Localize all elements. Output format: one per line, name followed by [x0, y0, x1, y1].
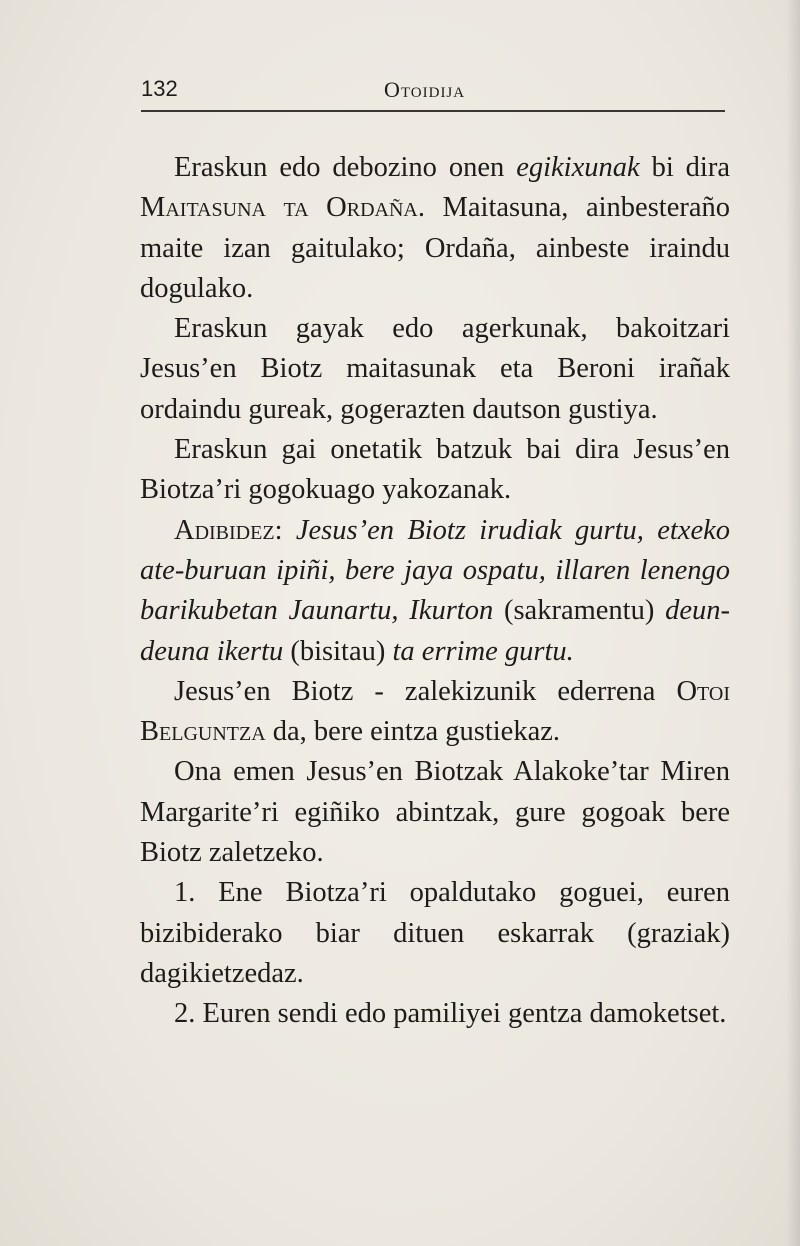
paragraph-text: . Maitasuna, ainbesteraño maite izan gaitulako; Ordaña, ainbeste iraindu dogulako.	[140, 192, 730, 304]
small-caps-term: Adibidez	[174, 514, 275, 546]
body-text	[140, 148, 730, 1035]
paragraph-text: 1. Ene Biotza’ri opaldutako goguei, euren bizibiderako biar dituen eskarrak (graziak) dagikietzedaz.	[140, 877, 730, 989]
paragraph-text: Eraskun gayak edo agerkunak, bakoitzari Jesus’en Biotz maitasunak eta Beroni irañak ordaindu gureak, gogerazten dautson gustiya.	[140, 313, 730, 425]
paragraph-text: bi dira	[639, 152, 730, 183]
italic-term: egikixunak	[516, 152, 640, 183]
paragraph-text: (sakramentu)	[493, 595, 666, 627]
numbered-paragraph	[140, 873, 730, 994]
page-number: 132	[141, 76, 178, 101]
paragraph-text: Ona emen Jesus’en Biotzak Alakoke’tar Miren Margarite’ri egiñiko abintzak, gure gogoak bere Biotz zaletzeko.	[140, 756, 730, 869]
paragraph	[140, 511, 730, 672]
paragraph-text: Jesus’en Biotz - zalekizunik ederrena	[174, 675, 677, 707]
italic-phrase: Jesus’en Biotz irudiak gurtu, etxeko ate-buruan ipiñi, bere jaya ospatu, illaren lenengo barikubetan Jaunartu, Ikurton	[140, 514, 731, 627]
numbered-paragraph	[140, 994, 730, 1034]
paragraph	[140, 148, 730, 309]
paragraph-text: (bisitau)	[283, 635, 393, 667]
italic-phrase: ta errime gurtu.	[392, 635, 574, 667]
paragraph	[140, 430, 730, 511]
page-edge-shadow	[786, 0, 800, 1246]
paragraph-text: Eraskun gai onetatik batzuk bai dira Jesus’en Biotza’ri gogokuago yakozanak.	[140, 434, 730, 506]
small-caps-term: Maitasuna ta Ordaña	[140, 192, 418, 224]
small-caps-term: Otoi Belguntza	[140, 675, 730, 748]
page-header	[141, 72, 725, 112]
italic-phrase: deun-deuna ikertu	[140, 595, 730, 667]
paragraph	[140, 309, 730, 430]
header-rule	[141, 110, 725, 112]
paragraph	[140, 672, 730, 753]
paragraph-text: da, bere eintza gustiekaz.	[265, 716, 561, 748]
paragraph	[140, 752, 730, 873]
paragraph-text: 2. Euren sendi edo pamiliyei gentza damoketset.	[174, 998, 727, 1030]
paragraph-text: :	[274, 514, 296, 546]
running-title: Otoidija	[384, 77, 466, 102]
paragraph-text: Eraskun edo debozino onen	[174, 152, 517, 183]
